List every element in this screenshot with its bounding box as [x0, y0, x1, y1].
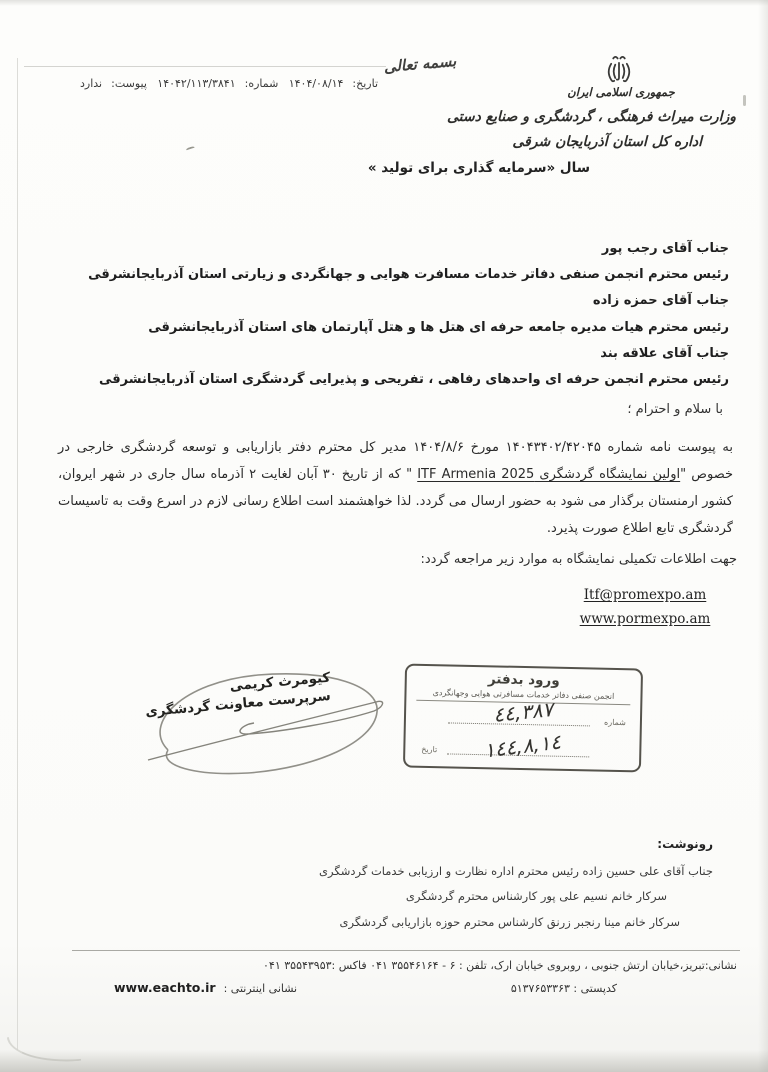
recipient-line: جناب آقای حمزه زاده	[592, 293, 729, 309]
iran-emblem-icon	[603, 54, 635, 86]
exhibition-website-link: www.pormexpo.am	[579, 610, 711, 627]
stamp-number-handwritten: ٤٤,٣٨٧	[492, 697, 555, 727]
scan-artifact	[186, 146, 196, 153]
recipients-block	[35, 236, 729, 393]
cc-list	[43, 859, 713, 935]
body-text: " که از تاریخ ۳۰ آبان لغایت ۲ آذرماه سال جاری در شهر ایروان، کشور ارمنستان برگذار می شود به حضور ارسال می گردد. لذا خواهشمند است اطلاع رسانی لازم در اسرع وقت به تاسیسات گردشگری تابع اطلاع صورت پذیرد.	[58, 467, 733, 536]
website-url: www.eachto.ir	[114, 980, 216, 995]
scan-artifact	[0, 0, 768, 6]
attachment-value: ندارد	[80, 77, 103, 90]
cc-item: سرکار خانم مینا رنجبر زرنق کارشناس محترم حوزه بازاریابی گردشگری	[339, 914, 680, 929]
year-slogan: سال «سرمایه گذاری برای تولید »	[367, 160, 590, 176]
signer-title: سرپرست معاونت گردشگری	[144, 687, 332, 721]
footer-divider	[72, 950, 740, 951]
cc-item: جناب آقای علی حسین زاده رئیس محترم اداره نظارت و ارزیابی خدمات گردشگری	[319, 864, 713, 878]
recipient-line: جناب آقای علاقه بند	[600, 345, 729, 361]
scan-artifact	[17, 58, 18, 1050]
number-label: شماره:	[244, 77, 279, 90]
footer-postal-code: کدپستی : ۵۱۳۷۶۵۳۳۶۳	[510, 982, 617, 995]
letterhead-country: جمهوری اسلامی ایران	[567, 85, 675, 99]
besmellah-calligraphy: بسمه تعالی	[383, 51, 457, 77]
salutation: با سلام و احترام ؛	[627, 402, 723, 417]
number-value: ۱۴۰۴۲/۱۱۳/۳۸۴۱	[157, 77, 236, 90]
stamp-date-label: تاریخ	[421, 744, 438, 755]
stamp-title: ورود بدفتر	[487, 671, 560, 689]
exhibition-title-underlined: اولین نمایشگاه گردشگری ITF Armenia 2025	[417, 467, 681, 482]
cc-label: رونوشت:	[657, 837, 713, 851]
stamp-subtitle: انجمن صنفی دفاتر خدمات مسافرتی هوایی وجهانگردی	[416, 688, 630, 705]
scan-artifact	[0, 1050, 768, 1072]
stamp-date-handwritten: ١٤٤,٨,١٤	[482, 729, 563, 763]
document-meta	[80, 77, 378, 90]
recipient-line: رئیس محترم هیات مدیره جامعه حرفه ای هتل ها و هتل آپارتمان های استان آذربایجانشرقی	[148, 319, 729, 335]
letterhead-ministry: وزارت میراث فرهنگی ، گردشگری و صنایع دستی	[446, 109, 736, 125]
stamp-date-row	[417, 729, 628, 767]
footer-website	[114, 980, 297, 995]
letterhead-office: اداره کل استان آذربایجان شرقی	[512, 134, 702, 150]
scan-artifact	[743, 95, 746, 106]
entry-stamp	[403, 664, 643, 773]
contact-links	[505, 584, 768, 631]
body-text: به پیوست نامه شماره ۱۴۰۴۳۴۰۲/۴۲۰۴۵ مورخ ۱۴۰۴/۸/۶ مدیر کل محترم دفتر بازاریابی و توسعه گردشگری خارجی در خصوص "	[58, 440, 734, 482]
attachment-label: پیوست:	[111, 77, 147, 90]
website-label: نشانی اینترنتی :	[223, 982, 298, 995]
meta-attachment	[80, 77, 147, 90]
body-paragraph	[58, 434, 733, 542]
date-value: ۱۴۰۴/۰۸/۱۴	[288, 77, 344, 90]
stamp-number-label: شماره	[604, 717, 627, 728]
meta-number	[157, 77, 278, 90]
info-note: جهت اطلاعات تکمیلی نمایشگاه به موارد زیر مراجعه گردد:	[420, 552, 737, 567]
scan-artifact	[24, 66, 386, 67]
recipient-line: رئیس محترم انجمن حرفه ای واحدهای رفاهی ، تفریحی و پذیرایی گردشگری استان آذربایجانشرقی	[99, 372, 729, 388]
cc-item: سرکار خانم نسیم علی پور کارشناس محترم گردشگری	[405, 889, 667, 904]
signer-name: کیومرث کریمی	[229, 669, 331, 695]
recipient-line: جناب آقای رجب پور	[601, 241, 729, 256]
scan-artifact	[758, 0, 768, 1072]
footer-address: نشانی:تبریز،خیابان ارتش جنوبی ، روبروی خیابان ارک، تلفن : ۶ - ۳۵۵۴۶۱۶۴ ۰۴۱ فاکس :۳۵۵۴۳۹۵۳ ۰۴۱	[263, 959, 737, 972]
recipient-line: رئیس محترم انجمن صنفی دفاتر خدمات مسافرت هوایی و جهانگردی و زیارتی استان آذربایجانشرقی	[88, 267, 729, 283]
meta-date	[289, 77, 378, 90]
date-label: تاریخ:	[352, 77, 378, 90]
exhibition-email-link: Itf@promexpo.am	[583, 587, 707, 603]
